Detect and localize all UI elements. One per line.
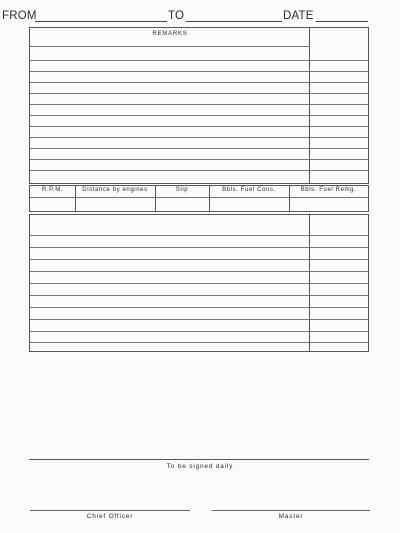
table-row[interactable] <box>30 104 368 105</box>
remarks-title: REMARKS <box>152 31 188 37</box>
table-row[interactable] <box>30 197 368 198</box>
from-field[interactable] <box>35 21 167 22</box>
fuel-remaining-header: Bbls. Fuel Remg. <box>300 187 357 193</box>
table-row[interactable] <box>30 331 368 332</box>
table-row[interactable] <box>30 259 368 260</box>
table-row[interactable] <box>30 60 368 61</box>
table-row[interactable] <box>30 319 368 320</box>
distance-header: Distance by engines <box>82 187 148 193</box>
column-divider <box>289 186 290 211</box>
fuel-consumed-header: Bbls. Fuel Cons. <box>222 187 276 193</box>
chief-officer-label: Chief Officer <box>86 513 134 520</box>
table-row[interactable] <box>30 307 368 308</box>
column-divider <box>75 186 76 211</box>
remarks-table <box>29 27 369 184</box>
date-field[interactable] <box>316 21 368 22</box>
voyage-header <box>0 0 400 26</box>
table-row[interactable] <box>30 247 368 248</box>
slip-header: Slip <box>175 187 189 193</box>
chief-officer-signature-line[interactable] <box>30 510 190 511</box>
to-label: TO <box>168 10 185 22</box>
master-signature-line[interactable] <box>212 510 370 511</box>
daily-note: To be signed daily <box>166 463 234 470</box>
daily-signature-rule <box>29 459 369 460</box>
to-field[interactable] <box>186 21 282 22</box>
table-row[interactable] <box>30 170 368 171</box>
table-row[interactable] <box>30 148 368 149</box>
rpm-header: R.P.M. <box>41 187 64 193</box>
from-label: FROM <box>2 10 37 22</box>
table-row[interactable] <box>30 235 368 236</box>
table-row[interactable] <box>30 126 368 127</box>
table-row[interactable] <box>30 93 368 94</box>
table-row[interactable] <box>30 46 310 47</box>
table-row[interactable] <box>30 137 368 138</box>
table-row[interactable] <box>30 283 368 284</box>
column-divider <box>209 186 210 211</box>
log-table <box>29 214 369 352</box>
table-row[interactable] <box>30 342 368 343</box>
column-divider <box>155 186 156 211</box>
table-row[interactable] <box>30 159 368 160</box>
table-row[interactable] <box>30 82 368 83</box>
table-row[interactable] <box>30 71 368 72</box>
table-row[interactable] <box>30 295 368 296</box>
master-label: Master <box>278 513 304 520</box>
table-row[interactable] <box>30 115 368 116</box>
engine-data-table <box>29 185 369 212</box>
date-label: DATE <box>283 10 314 22</box>
table-row[interactable] <box>30 271 368 272</box>
